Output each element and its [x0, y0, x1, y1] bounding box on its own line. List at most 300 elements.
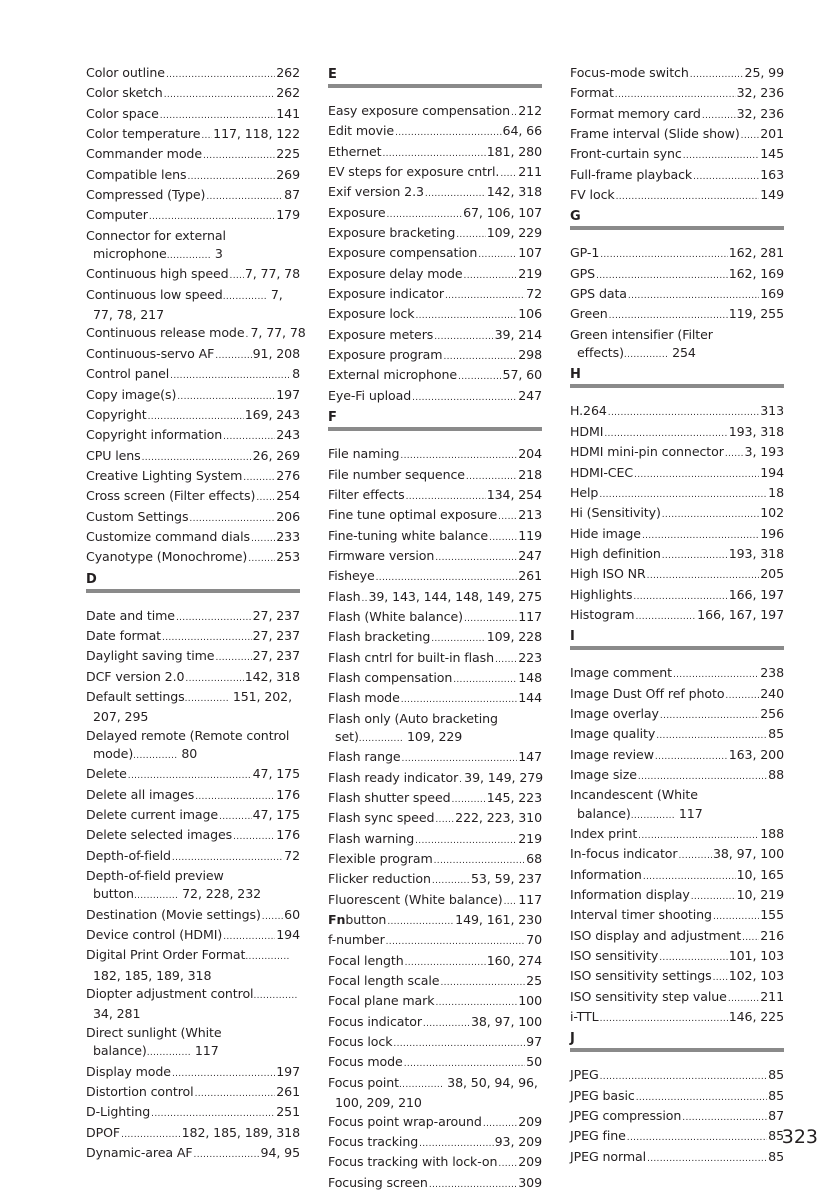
index-entry	[328, 224, 542, 244]
leader-dots: ..............	[222, 291, 267, 302]
leader-dots	[233, 828, 275, 846]
index-term: Focus point	[328, 1074, 399, 1090]
leader-dots	[149, 208, 275, 226]
section-letter-h: H	[570, 367, 581, 383]
index-entry	[570, 906, 784, 926]
leader-dots	[500, 165, 517, 183]
leader-dots	[443, 348, 517, 366]
index-term: Exif version 2.3	[328, 184, 424, 200]
index-term: Flash ready indicator	[328, 769, 459, 785]
index-pages: 276	[276, 467, 300, 483]
index-pages: 72, 228, 232	[182, 886, 262, 902]
index-entry	[86, 426, 300, 446]
leader-dots	[431, 630, 485, 648]
index-pages: 93, 209	[494, 1133, 542, 1149]
index-term: Flash	[328, 588, 361, 604]
index-entry	[86, 668, 300, 688]
index-pages: 18	[768, 484, 784, 500]
leader-dots	[189, 510, 275, 528]
index-term: Image quality	[570, 726, 656, 742]
index-entry	[570, 606, 784, 626]
index-entry	[570, 664, 784, 684]
leader-dots	[466, 468, 517, 486]
index-entry	[328, 486, 542, 506]
leader-dots	[412, 389, 517, 407]
index-pages: 194	[276, 927, 300, 943]
index-term: HDMI	[570, 423, 604, 439]
index-pages: 155	[760, 907, 784, 923]
leader-dots	[600, 246, 727, 264]
index-term: Highlights	[570, 586, 633, 602]
index-term: JPEG compression	[570, 1108, 682, 1124]
index-entry	[328, 1033, 542, 1053]
index-pages: 117	[518, 608, 542, 624]
leader-dots	[142, 449, 252, 467]
index-pages: 182, 185, 189, 318	[181, 1124, 300, 1140]
index-pages: 144	[518, 690, 542, 706]
leader-dots	[608, 404, 759, 422]
index-pages: 205	[760, 566, 784, 582]
index-entry	[86, 345, 300, 365]
index-entry	[328, 891, 542, 911]
index-entry	[86, 406, 300, 426]
index-entry	[328, 669, 542, 689]
leader-dots	[415, 832, 517, 850]
index-entry	[86, 265, 300, 285]
section-rule	[570, 384, 784, 388]
index-entry	[570, 484, 784, 504]
leader-dots	[459, 771, 463, 789]
leader-dots	[160, 107, 276, 125]
index-entry	[570, 786, 784, 825]
index-term: Information display	[570, 887, 690, 903]
index-term: Green	[570, 306, 608, 322]
index-term: JPEG normal	[570, 1148, 647, 1164]
index-pages: 25, 99	[744, 65, 784, 80]
page-number: 323	[781, 1126, 818, 1148]
index-pages: 145, 223	[486, 790, 542, 805]
index-entry	[570, 825, 784, 845]
leader-dots	[638, 768, 767, 786]
leader-dots	[400, 447, 517, 465]
leader-dots	[445, 287, 525, 305]
index-entry	[570, 927, 784, 947]
index-term: GPS	[570, 265, 596, 281]
leader-dots	[206, 188, 283, 206]
index-entry	[86, 64, 300, 84]
index-pages: 213	[518, 507, 542, 523]
index-entry	[328, 244, 542, 264]
index-entry	[328, 972, 542, 992]
index-term: Direct sunlight (White balance)	[86, 1024, 222, 1059]
index-term: Green intensifier (Filter effects)	[570, 326, 713, 361]
index-pages: 101, 103	[728, 948, 784, 964]
index-entry	[328, 870, 542, 890]
index-entry	[86, 186, 300, 206]
index-term: Device control (HDMI)	[86, 927, 223, 943]
leader-dots	[245, 326, 249, 344]
leader-dots	[600, 1010, 728, 1028]
leader-dots	[386, 933, 526, 951]
leader-dots	[616, 188, 760, 206]
leader-dots	[382, 145, 485, 163]
index-term: External microphone	[328, 367, 458, 383]
index-term: CPU lens	[86, 447, 141, 463]
index-entry	[328, 748, 542, 768]
leader-dots	[456, 226, 485, 244]
index-entry	[86, 548, 300, 568]
leader-dots	[151, 1105, 275, 1123]
index-entry	[328, 911, 542, 931]
section-letter-i: I	[570, 629, 575, 645]
index-entry	[570, 766, 784, 786]
index-entry	[570, 326, 784, 365]
index-pages: 47, 175	[252, 766, 300, 782]
leader-dots	[633, 588, 727, 606]
index-pages: 106	[518, 306, 542, 322]
index-pages: 225	[276, 146, 300, 162]
index-pages: 85	[768, 1148, 784, 1164]
index-term: Exposure indicator	[328, 286, 444, 302]
index-entry	[328, 163, 542, 183]
section-letter-g: G	[570, 209, 581, 225]
leader-dots	[673, 666, 759, 684]
index-term: Flash compensation	[328, 669, 453, 685]
leader-dots	[679, 847, 712, 865]
index-entry	[570, 685, 784, 705]
leader-dots	[693, 168, 759, 186]
index-term: DPOF	[86, 1124, 121, 1140]
leader-dots	[604, 425, 727, 443]
index-term: In-focus indicator	[570, 846, 678, 862]
index-entry	[86, 105, 300, 125]
leader-dots	[256, 489, 275, 507]
index-pages: 256	[760, 705, 784, 721]
index-entry	[86, 847, 300, 867]
index-pages: 117	[518, 891, 542, 907]
leader-dots: ..............	[166, 251, 211, 262]
leader-dots	[725, 445, 744, 463]
index-pages: 119, 255	[728, 306, 784, 322]
section-rule	[570, 646, 784, 650]
index-entry	[328, 466, 542, 486]
index-term: Frame interval (Slide show)	[570, 126, 740, 142]
index-pages: 166, 197	[728, 586, 784, 602]
index-pages: 148	[518, 669, 542, 685]
index-pages: 209	[518, 1113, 542, 1129]
index-term: Depth-of-field preview button	[86, 868, 224, 902]
index-pages: 298	[518, 347, 542, 363]
index-entry	[328, 122, 542, 142]
index-entry	[328, 1133, 542, 1153]
leader-dots	[243, 469, 275, 487]
index-term: Format	[570, 85, 614, 101]
index-term: ISO display and adjustment	[570, 927, 742, 943]
index-term: Flash mode	[328, 690, 400, 706]
leader-dots	[405, 954, 486, 972]
index-pages: 219	[518, 265, 542, 281]
index-term: Cyanotype (Monochrome)	[86, 549, 248, 565]
index-term: Flexible program	[328, 851, 433, 867]
leader-dots	[434, 328, 493, 346]
index-pages: 176	[276, 786, 300, 802]
index-pages: 253	[276, 549, 300, 565]
index-term: Focal length	[328, 952, 404, 968]
leader-dots	[423, 1015, 470, 1033]
leader-dots	[195, 788, 275, 806]
index-term: Copyright information	[86, 427, 223, 443]
index-term: Incandescent (White balance)	[570, 787, 698, 821]
leader-dots	[262, 908, 283, 926]
index-pages: 109, 229	[406, 728, 463, 744]
index-entry	[86, 806, 300, 826]
index-entry	[86, 286, 300, 325]
fn-button-glyph: Fn	[328, 912, 346, 928]
index-entry	[570, 1127, 784, 1147]
index-entry	[328, 567, 542, 587]
index-entry	[570, 545, 784, 565]
index-entry	[570, 464, 784, 484]
index-entry	[328, 850, 542, 870]
index-term: Color space	[86, 105, 159, 121]
index-term: Exposure meters	[328, 326, 434, 342]
index-term: Easy exposure compensation	[328, 103, 510, 118]
leader-dots	[662, 547, 728, 565]
index-entry	[570, 285, 784, 305]
index-term: Focal plane mark	[328, 993, 435, 1009]
leader-dots	[628, 287, 759, 305]
index-entry	[570, 947, 784, 967]
section-letter-d: D	[86, 571, 97, 587]
leader-dots	[201, 127, 212, 145]
index-term: Focus lock	[328, 1034, 393, 1050]
index-term: Information	[570, 866, 642, 882]
index-entry	[86, 1103, 300, 1123]
leader-dots	[172, 849, 283, 867]
index-term: Image comment	[570, 665, 672, 681]
index-pages: 211	[518, 164, 542, 180]
index-entry	[570, 525, 784, 545]
index-pages: 38, 50, 94, 96, 100, 209, 210	[335, 1074, 538, 1111]
index-term: Fine-tuning white balance	[328, 527, 489, 543]
index-entry	[570, 186, 784, 206]
leader-dots: ..............	[358, 733, 404, 744]
index-term: Focus tracking	[328, 1133, 419, 1149]
index-entry	[86, 867, 300, 906]
index-entry	[328, 689, 542, 709]
index-pages: 34, 281	[93, 1006, 141, 1022]
section-letter-f: F	[328, 410, 337, 426]
index-entry	[328, 628, 542, 648]
index-pages: 146, 225	[728, 1009, 784, 1025]
index-entry	[570, 64, 784, 84]
index-entry	[570, 988, 784, 1008]
index-entry	[86, 607, 300, 627]
index-entry	[86, 926, 300, 946]
index-pages: 87	[284, 187, 300, 203]
leader-dots	[406, 488, 486, 506]
index-pages: 7, 77, 78	[244, 266, 300, 282]
index-term: Flash cntrl for built-in flash	[328, 649, 494, 665]
index-pages: 85	[768, 726, 784, 742]
index-pages: 39, 214	[494, 326, 542, 342]
index-pages: 85	[768, 1067, 784, 1083]
index-pages: 240	[760, 685, 784, 701]
leader-dots	[741, 127, 760, 145]
index-pages: 197	[276, 386, 300, 402]
leader-dots	[511, 104, 517, 122]
index-term: Delete all images	[86, 786, 195, 802]
index-entry	[570, 305, 784, 325]
leader-dots	[395, 124, 501, 142]
index-term: Commander mode	[86, 146, 202, 162]
index-entry	[570, 166, 784, 186]
index-pages: 206	[276, 508, 300, 524]
index-entry	[570, 145, 784, 165]
index-term: GPS data	[570, 286, 627, 302]
leader-dots	[402, 750, 518, 768]
leader-dots	[128, 767, 252, 785]
index-pages: 169, 243	[244, 406, 300, 422]
index-pages: 216	[760, 927, 784, 943]
index-term: Focus tracking with lock-on	[328, 1154, 498, 1170]
leader-dots	[223, 928, 275, 946]
index-entry	[86, 1024, 300, 1063]
index-pages: 211	[760, 988, 784, 1004]
leader-dots	[702, 107, 736, 125]
index-pages: 254	[672, 345, 696, 361]
index-entry	[328, 102, 542, 122]
index-entry	[86, 84, 300, 104]
index-pages: 169	[760, 286, 784, 302]
index-entry	[328, 769, 542, 789]
index-pages: 182, 185, 189, 318	[93, 967, 212, 983]
index-term: Color sketch	[86, 85, 163, 101]
index-entry	[328, 366, 542, 386]
leader-dots	[425, 185, 486, 203]
leader-dots	[251, 530, 275, 548]
index-pages: 147	[518, 749, 542, 765]
index-entry	[328, 710, 542, 749]
index-term: FV lock	[570, 187, 615, 203]
index-pages: 142, 318	[486, 184, 542, 200]
index-entry	[328, 809, 542, 829]
index-term: HDMI mini-pin connector	[570, 444, 724, 460]
leader-dots	[489, 529, 517, 547]
leader-dots	[215, 649, 251, 667]
leader-dots	[387, 206, 463, 224]
section-rule	[86, 589, 300, 593]
index-term: Compatible lens	[86, 166, 187, 182]
index-term: Exposure program	[328, 347, 443, 363]
leader-dots	[194, 1146, 260, 1164]
leader-dots	[638, 827, 759, 845]
leader-dots	[627, 1129, 767, 1147]
leader-dots	[713, 908, 759, 926]
index-term: Exposure delay mode	[328, 265, 463, 281]
leader-dots	[725, 687, 759, 705]
index-pages: 3	[214, 246, 223, 262]
index-entry	[328, 143, 542, 163]
leader-dots	[615, 86, 736, 104]
section-rule	[328, 84, 542, 88]
index-term: JPEG basic	[570, 1087, 635, 1103]
leader-dots	[636, 1089, 767, 1107]
index-pages: 68	[526, 851, 542, 867]
index-term: Exposure bracketing	[328, 225, 456, 241]
index-pages: 145	[760, 146, 784, 162]
leader-dots	[434, 852, 526, 870]
index-entry	[570, 244, 784, 264]
leader-dots	[230, 267, 244, 285]
index-entry	[570, 105, 784, 125]
leader-dots: ..............	[184, 693, 229, 704]
index-term: Continuous-servo AF	[86, 345, 215, 361]
index-pages: 53, 59, 237	[470, 871, 542, 887]
leader-dots	[195, 1085, 276, 1103]
index-entry	[570, 84, 784, 104]
index-term: Flash shutter speed	[328, 790, 451, 805]
index-column-1	[86, 64, 306, 1164]
index-term: Flash range	[328, 749, 401, 765]
index-pages: 70	[526, 932, 542, 948]
leader-dots: ..............	[245, 952, 290, 963]
index-term: f-number	[328, 932, 385, 948]
index-pages: 162, 281	[728, 245, 784, 261]
index-pages: 212	[518, 103, 542, 118]
index-entry	[328, 305, 542, 325]
leader-dots	[415, 307, 517, 325]
leader-dots	[419, 1135, 494, 1153]
index-pages: 309	[518, 1174, 542, 1190]
leader-dots	[362, 590, 368, 608]
leader-dots	[177, 388, 275, 406]
index-term: Exposure	[328, 204, 386, 220]
section-rule	[328, 427, 542, 431]
index-term: Depth-of-field	[86, 847, 171, 863]
index-term: Daylight saving time	[86, 648, 215, 664]
leader-dots	[690, 66, 744, 84]
leader-dots: ..............	[623, 350, 669, 361]
index-term: H.264	[570, 403, 607, 419]
index-pages: 10, 165	[736, 866, 784, 882]
index-term: ISO sensitivity	[570, 948, 659, 964]
index-term: ISO sensitivity settings	[570, 968, 712, 984]
index-term: Focus indicator	[328, 1013, 422, 1029]
index-entry	[328, 346, 542, 366]
index-pages: 27, 237	[252, 648, 300, 664]
index-term: Delete selected images	[86, 827, 233, 843]
index-pages: 193, 318	[728, 545, 784, 561]
index-term: D-Lighting	[86, 1104, 151, 1120]
index-entry	[570, 125, 784, 145]
leader-dots: ..............	[630, 810, 675, 821]
index-pages: 64, 66	[502, 123, 542, 139]
index-entry	[570, 402, 784, 422]
index-term: Full-frame playback	[570, 166, 693, 182]
leader-dots	[121, 1126, 181, 1144]
leader-dots	[662, 506, 759, 524]
index-pages: 100	[518, 993, 542, 1009]
index-pages: 142, 318	[244, 668, 300, 684]
index-pages: 196	[760, 525, 784, 541]
index-entry	[328, 1113, 542, 1133]
index-term: Connector for external microphone	[86, 227, 226, 262]
index-entry	[328, 588, 542, 608]
index-term: button	[345, 912, 387, 928]
index-term: Hi (Sensitivity)	[570, 505, 661, 521]
index-pages: 72	[526, 286, 542, 302]
